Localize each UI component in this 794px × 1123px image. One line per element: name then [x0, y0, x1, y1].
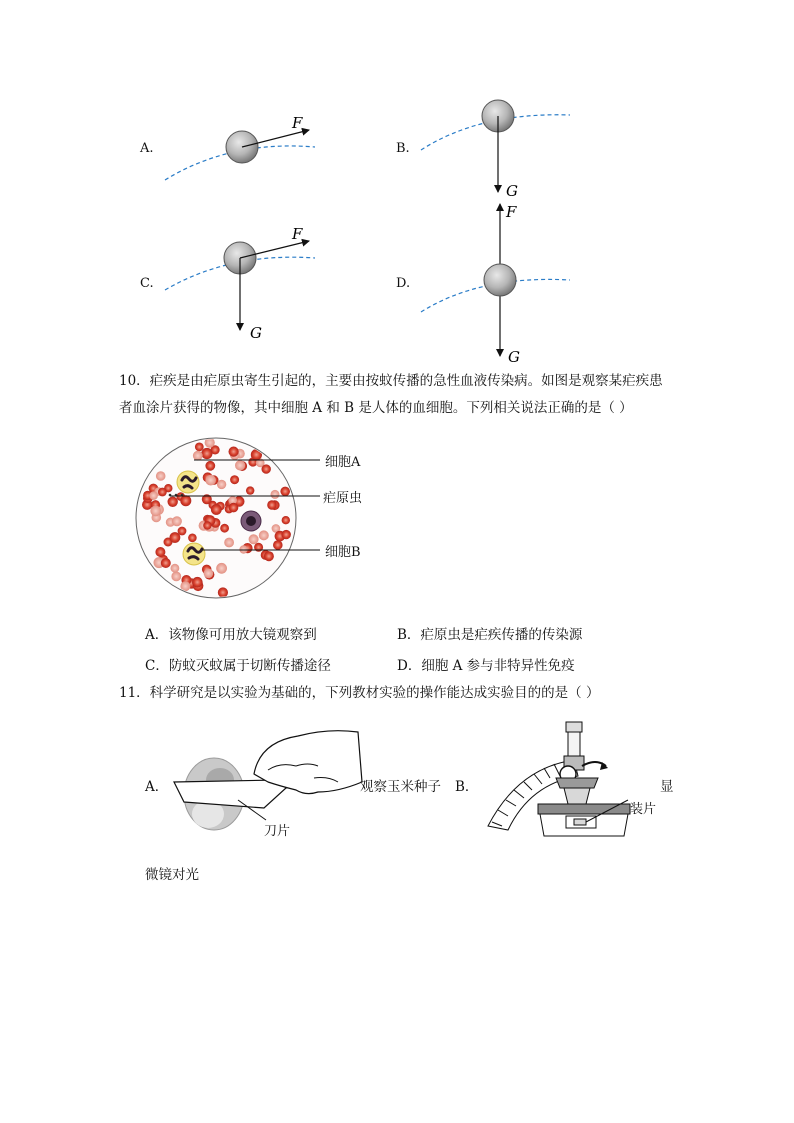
red-blood-cell	[246, 486, 254, 494]
ball-d	[484, 264, 516, 296]
red-blood-cell	[161, 558, 171, 568]
option-a-letter: A.	[140, 141, 154, 156]
label-f-c: F	[292, 225, 303, 243]
red-blood-cell	[273, 540, 283, 550]
question-11	[119, 680, 599, 707]
red-blood-cell	[171, 564, 180, 573]
red-blood-cell	[216, 563, 227, 574]
label-g-d: G	[508, 348, 520, 366]
red-blood-cell	[280, 487, 290, 497]
red-blood-cell	[188, 534, 197, 543]
red-blood-cell	[149, 491, 158, 500]
label-g-b: G	[506, 182, 518, 200]
option-d-letter: D.	[396, 276, 411, 291]
red-blood-cell	[193, 451, 203, 461]
label-f-d: F	[506, 203, 517, 221]
white-blood-cell-b	[183, 543, 205, 565]
red-blood-cell	[267, 500, 276, 509]
red-blood-cell	[180, 495, 191, 506]
red-blood-cell	[282, 516, 290, 524]
red-blood-cell	[251, 449, 262, 460]
q11-option-b-caption-start: 显	[660, 779, 674, 795]
red-blood-cell	[201, 448, 212, 459]
choice-d[interactable]: D．细胞 A 参与非特异性免疫	[397, 658, 575, 674]
red-blood-cell	[195, 443, 204, 452]
red-blood-cell	[192, 577, 203, 588]
label-parasite: 疟原虫	[323, 491, 363, 506]
red-blood-cell	[249, 534, 259, 544]
red-blood-cell	[158, 488, 167, 497]
diagram-b	[421, 100, 570, 200]
red-blood-cell	[229, 503, 239, 513]
red-blood-cell	[264, 551, 274, 561]
q11-option-a-caption: 观察玉米种子	[360, 779, 441, 795]
red-blood-cell	[235, 460, 245, 470]
label-slide: 装片	[630, 802, 657, 817]
white-blood-cell-a	[177, 471, 199, 493]
question-10-line-2: 者血涂片获得的物像，其中细胞 A 和 B 是人体的血细胞。下列相关说法正确的是（ ）	[119, 400, 633, 416]
red-blood-cell	[156, 471, 166, 481]
red-blood-cell	[217, 480, 226, 489]
label-g-c: G	[250, 324, 262, 342]
microscope-figure	[478, 718, 653, 844]
q11-option-a-letter[interactable]: A．	[145, 779, 169, 795]
diagram-a	[165, 114, 315, 180]
red-blood-cell	[204, 569, 214, 579]
red-blood-cell	[211, 504, 222, 515]
diagram-d	[421, 203, 570, 366]
red-blood-cell	[205, 461, 215, 471]
label-cell-b: 细胞B	[325, 545, 361, 560]
question-10	[119, 368, 663, 422]
red-blood-cell	[178, 527, 187, 536]
red-blood-cell	[218, 587, 228, 597]
choice-c[interactable]: C．防蚊灭蚊属于切断传播途径	[145, 658, 331, 674]
red-blood-cell	[155, 547, 165, 557]
red-blood-cell	[230, 475, 239, 484]
force-diagrams	[0, 0, 794, 370]
option-b-letter: B.	[396, 141, 410, 156]
red-blood-cell	[224, 538, 234, 548]
q11-option-b-caption-end: 微镜对光	[145, 867, 199, 883]
red-blood-cell	[205, 475, 216, 486]
red-blood-cell	[150, 506, 161, 517]
red-blood-cell	[203, 521, 211, 529]
question-10-line-1: 10．疟疾是由疟原虫寄生引起的，主要由按蚊传播的急性血液传染病。如图是观察某疟疾患	[119, 373, 663, 389]
choice-a[interactable]: A．该物像可用放大镜观察到	[145, 627, 317, 643]
infected-cell	[241, 511, 261, 531]
question-11-text: 11．科学研究是以实验为基础的，下列教材实验的操作能达成实验目的的是（ ）	[119, 685, 600, 701]
red-blood-cell	[168, 497, 178, 507]
label-f-a: F	[292, 114, 303, 132]
red-blood-cell	[220, 524, 229, 533]
red-blood-cell	[262, 464, 271, 473]
red-blood-cell	[171, 572, 181, 582]
q11-option-b-letter[interactable]: B．	[455, 779, 479, 795]
option-c-letter: C.	[140, 276, 154, 291]
red-blood-cell	[282, 530, 291, 539]
diagram-c	[165, 225, 315, 342]
label-cell-a: 细胞A	[325, 455, 361, 470]
red-blood-cell	[259, 530, 269, 540]
red-blood-cell	[172, 516, 182, 526]
label-blade: 刀片	[264, 824, 291, 839]
choice-b[interactable]: B．疟原虫是疟疾传播的传染源	[397, 627, 583, 643]
red-blood-cell	[229, 447, 239, 457]
red-blood-cell	[271, 490, 280, 499]
